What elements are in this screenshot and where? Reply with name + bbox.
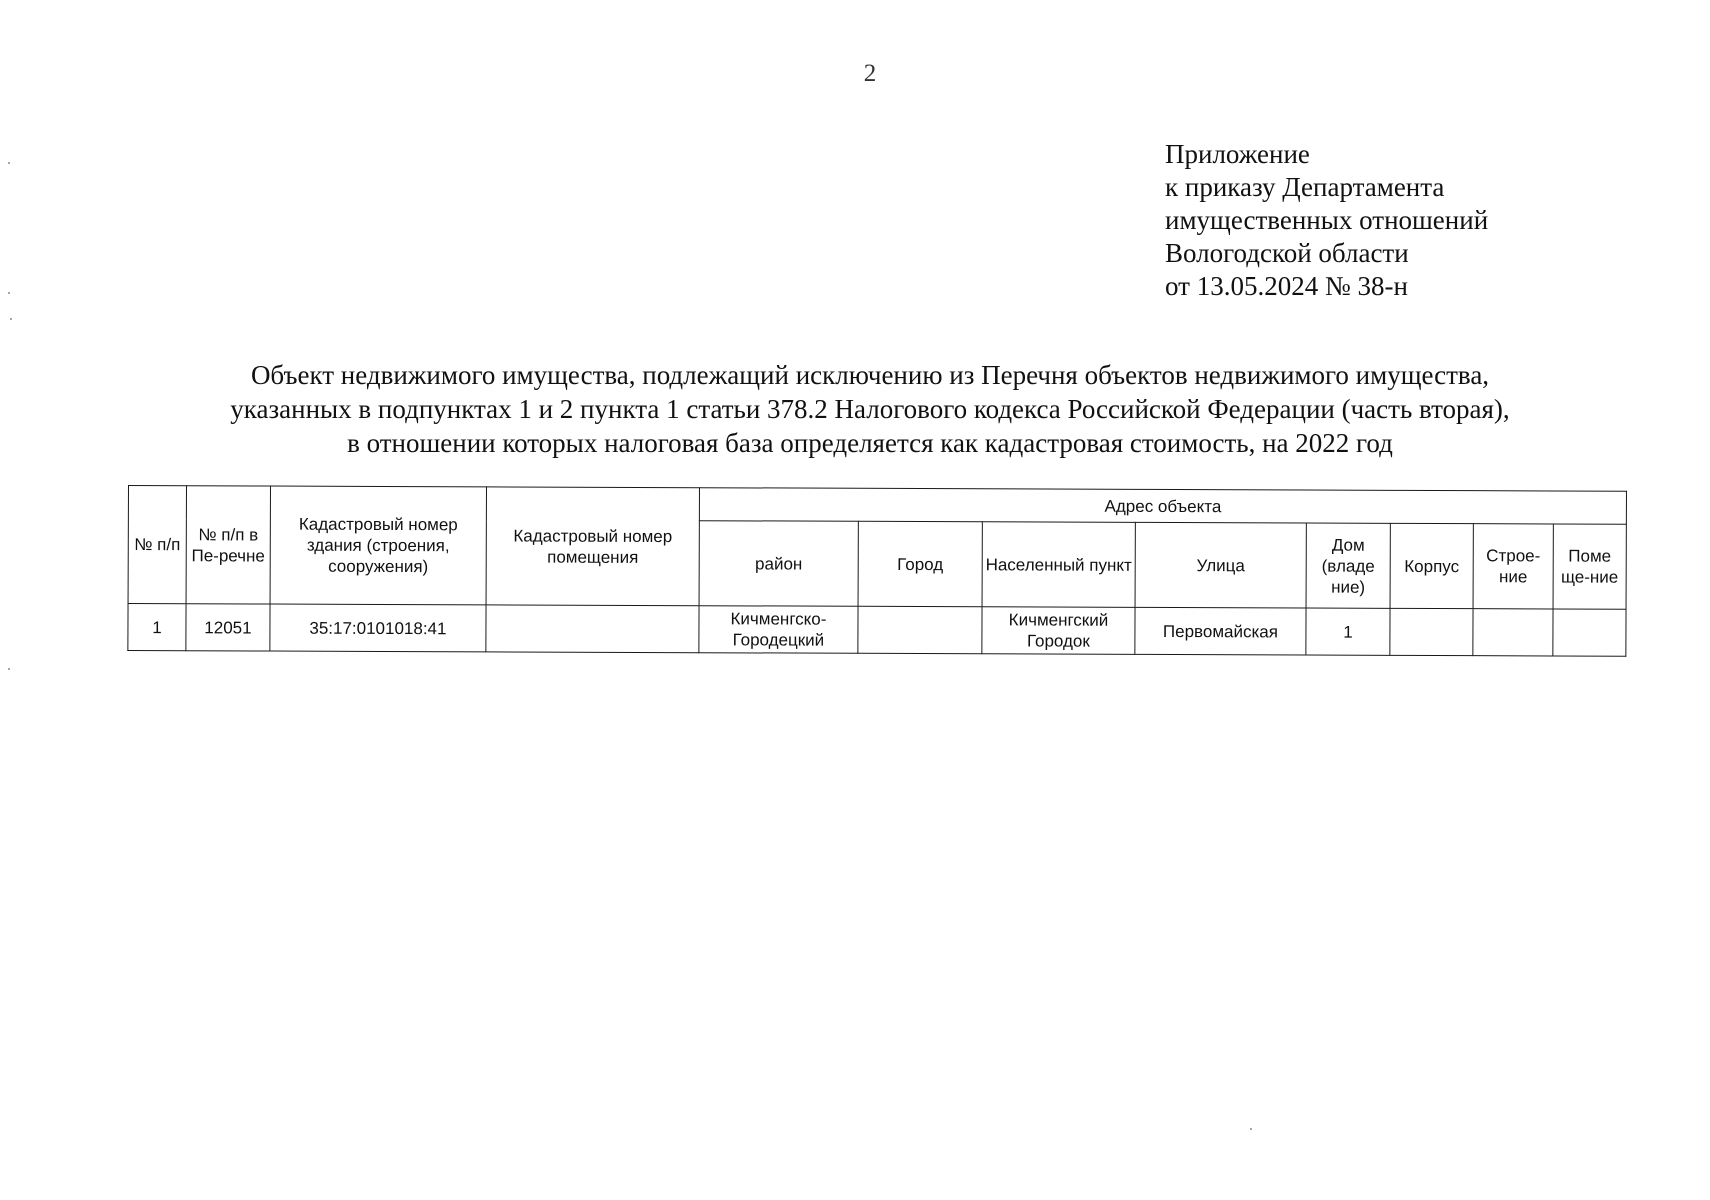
title-line: в отношении которых налоговая база определяется как кадастровая стоимость, на 2022 год <box>347 428 1393 458</box>
cell-house: 1 <box>1306 608 1390 655</box>
title-line: указанных в подпунктах 1 и 2 пункта 1 статьи 378.2 Налогового кодекса Российской Федерации (часть вторая), <box>230 394 1510 424</box>
header-room-cadastral: Кадастровый номер помещения <box>486 487 699 606</box>
appendix-line: Приложение <box>1165 139 1310 169</box>
cell-num: 1 <box>128 604 186 651</box>
title-line: Объект недвижимого имущества, подлежащий исключению из Перечня объектов недвижимого имущества, <box>250 360 1490 390</box>
cell-district: Кичменгско-Городецкий <box>699 606 858 654</box>
document-title <box>120 358 1620 460</box>
cell-street: Первомайская <box>1135 607 1306 655</box>
appendix-line: от 13.05.2024 № 38-н <box>1165 271 1408 301</box>
page-number: 2 <box>863 60 877 87</box>
header-num: № п/п <box>128 486 186 604</box>
header-district: район <box>699 521 858 607</box>
header-building-cadastral: Кадастровый номер здания (строения, сооружения) <box>270 486 486 605</box>
cell-structure <box>1473 609 1553 656</box>
header-structure: Строе-ние <box>1473 524 1553 609</box>
header-list-num: № п/п в Пе-речне <box>186 486 270 604</box>
cell-settlement: Кичменгский Городок <box>982 607 1135 655</box>
scan-speck <box>8 668 10 670</box>
appendix-line: имущественных отношений <box>1165 205 1489 235</box>
property-table <box>127 485 1627 657</box>
appendix-block <box>1165 138 1488 303</box>
scan-speck <box>8 292 10 294</box>
header-address-group: Адрес объекта <box>699 488 1626 525</box>
cell-room-cadastral <box>486 605 699 653</box>
appendix-line: Вологодской области <box>1165 238 1409 268</box>
scan-speck <box>10 318 12 320</box>
scan-speck <box>1250 1128 1252 1130</box>
header-house: Дом (владе ние) <box>1306 523 1390 608</box>
header-settlement: Населенный пункт <box>982 522 1135 608</box>
header-city: Город <box>858 521 982 606</box>
header-room: Поме ще-ние <box>1553 524 1626 609</box>
cell-city <box>858 606 982 653</box>
scan-speck <box>8 162 10 164</box>
header-street: Улица <box>1135 522 1306 608</box>
cell-list-num: 12051 <box>186 604 270 651</box>
cell-room <box>1553 609 1626 656</box>
header-block: Корпус <box>1390 523 1473 608</box>
cell-building-cadastral: 35:17:0101018:41 <box>270 604 486 652</box>
appendix-line: к приказу Департамента <box>1165 172 1445 202</box>
cell-block <box>1390 608 1473 655</box>
table-row <box>128 604 1626 657</box>
